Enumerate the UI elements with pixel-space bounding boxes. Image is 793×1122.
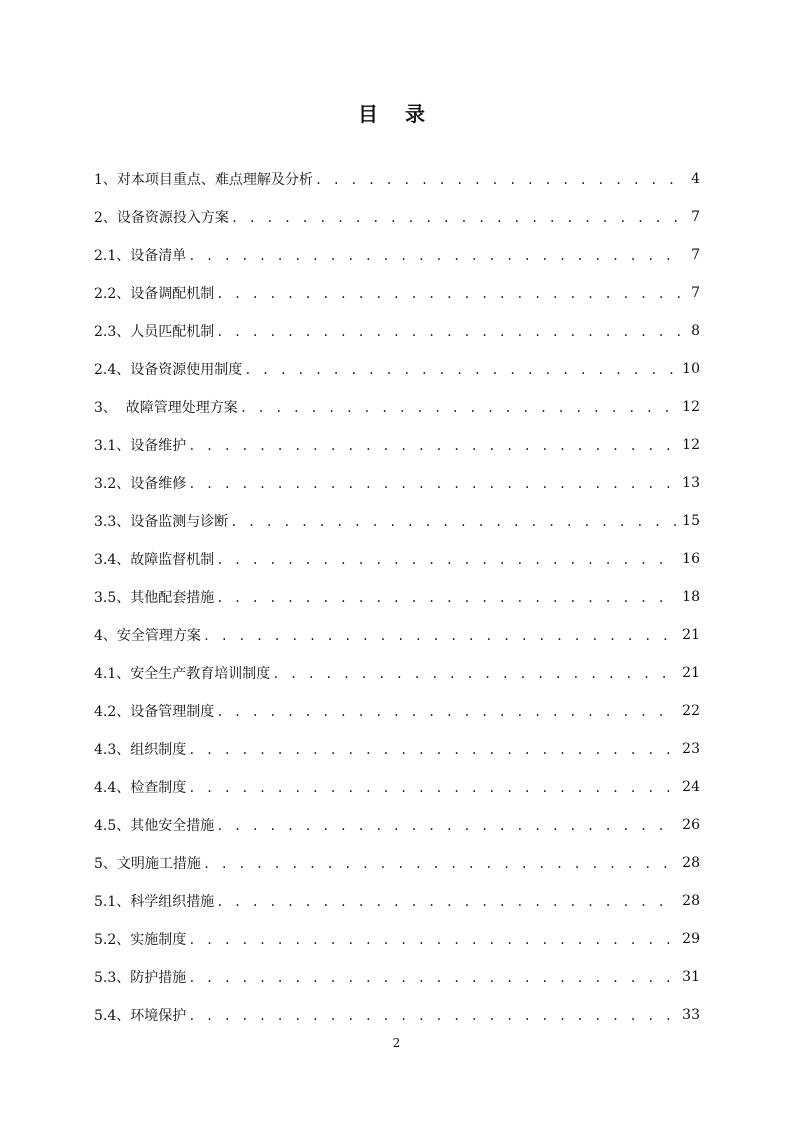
toc-dot-leader [216, 705, 678, 719]
toc-dot-leader [188, 249, 684, 263]
toc-dot-leader [315, 173, 684, 187]
toc-entry-label: 4.2、设备管理制度 [94, 704, 215, 720]
toc-entry-label: 2.3、人员匹配机制 [94, 324, 215, 340]
toc-dot-leader [231, 211, 684, 225]
toc-dot-leader [216, 325, 684, 339]
toc-entry-label: 3.4、故障监督机制 [94, 552, 215, 568]
toc-list [94, 160, 700, 1034]
toc-entry-label: 2.2、设备调配机制 [94, 286, 215, 302]
toc-dot-leader [216, 553, 678, 567]
toc-entry-page: 12 [682, 399, 700, 415]
toc-entry-page: 26 [682, 817, 700, 833]
toc-entry-page: 12 [682, 437, 700, 453]
toc-entry-label: 3.5、其他配套措施 [94, 590, 215, 606]
toc-entry[interactable] [94, 616, 700, 654]
toc-entry-page: 31 [682, 969, 700, 985]
toc-dot-leader [230, 515, 678, 529]
toc-entry[interactable] [94, 806, 700, 844]
toc-entry-page: 24 [682, 779, 700, 795]
toc-entry-page: 15 [682, 513, 700, 529]
toc-entry-page: 7 [691, 247, 700, 263]
toc-entry[interactable] [94, 882, 700, 920]
toc-entry-page: 10 [682, 361, 700, 377]
toc-entry-page: 16 [682, 551, 700, 567]
toc-entry-label: 2.4、设备资源使用制度 [94, 362, 243, 378]
toc-dot-leader [216, 591, 678, 605]
toc-dot-leader [188, 1009, 678, 1023]
toc-entry-page: 21 [682, 627, 700, 643]
toc-entry[interactable] [94, 540, 700, 578]
toc-entry[interactable] [94, 502, 700, 540]
toc-entry[interactable] [94, 160, 700, 198]
toc-entry-label: 4.3、组织制度 [94, 742, 187, 758]
toc-entry-page: 18 [682, 589, 700, 605]
toc-entry[interactable] [94, 350, 700, 388]
toc-entry-label: 2.1、设备清单 [94, 248, 187, 264]
toc-entry[interactable] [94, 768, 700, 806]
toc-entry-page: 4 [691, 171, 700, 187]
toc-entry[interactable] [94, 920, 700, 958]
toc-entry[interactable] [94, 692, 700, 730]
toc-entry-label: 5.1、科学组织措施 [94, 894, 215, 910]
page-number: 2 [392, 1036, 401, 1050]
toc-entry[interactable] [94, 654, 700, 692]
toc-dot-leader [272, 667, 678, 681]
toc-dot-leader [216, 819, 678, 833]
toc-entry-page: 21 [682, 665, 700, 681]
toc-dot-leader [188, 933, 678, 947]
toc-entry[interactable] [94, 312, 700, 350]
toc-entry[interactable] [94, 274, 700, 312]
toc-dot-leader [203, 629, 678, 643]
toc-entry[interactable] [94, 996, 700, 1034]
toc-entry-label: 4.4、检查制度 [94, 780, 187, 796]
toc-entry[interactable] [94, 578, 700, 616]
toc-entry-page: 33 [682, 1007, 700, 1023]
toc-entry[interactable] [94, 426, 700, 464]
toc-entry-label: 1、对本项目重点、难点理解及分析 [94, 172, 313, 188]
toc-entry-label: 5.4、环境保护 [94, 1008, 187, 1024]
toc-entry-label: 4、安全管理方案 [94, 628, 201, 644]
toc-entry-label: 3.1、设备维护 [94, 438, 187, 454]
toc-dot-leader [188, 439, 678, 453]
toc-entry[interactable] [94, 844, 700, 882]
toc-entry[interactable] [94, 958, 700, 996]
toc-entry-page: 23 [682, 741, 700, 757]
toc-entry[interactable] [94, 198, 700, 236]
toc-dot-leader [216, 287, 684, 301]
toc-entry[interactable] [94, 730, 700, 768]
toc-entry-label: 3.3、设备监测与诊断 [94, 514, 229, 530]
toc-entry[interactable] [94, 464, 700, 502]
toc-entry-label: 4.1、安全生产教育培训制度 [94, 666, 271, 682]
toc-entry-label: 5.2、实施制度 [94, 932, 187, 948]
toc-entry-page: 7 [691, 285, 700, 301]
toc-dot-leader [240, 401, 678, 415]
toc-dot-leader [188, 743, 678, 757]
toc-entry-page: 8 [691, 323, 700, 339]
toc-entry-label: 3、 故障管理处理方案 [94, 400, 238, 416]
toc-entry-label: 5.3、防护措施 [94, 970, 187, 986]
toc-entry[interactable] [94, 388, 700, 426]
toc-dot-leader [244, 363, 678, 377]
toc-entry-label: 4.5、其他安全措施 [94, 818, 215, 834]
toc-entry[interactable] [94, 236, 700, 274]
toc-dot-leader [216, 895, 678, 909]
toc-entry-label: 5、文明施工措施 [94, 856, 201, 872]
toc-dot-leader [188, 477, 678, 491]
toc-entry-page: 28 [682, 855, 700, 871]
toc-title: 目 录 [358, 102, 435, 126]
toc-entry-page: 22 [682, 703, 700, 719]
toc-entry-page: 28 [682, 893, 700, 909]
toc-entry-page: 29 [682, 931, 700, 947]
toc-entry-page: 13 [682, 475, 700, 491]
toc-dot-leader [188, 971, 678, 985]
toc-entry-label: 3.2、设备维修 [94, 476, 187, 492]
toc-entry-page: 7 [691, 209, 700, 225]
toc-dot-leader [203, 857, 678, 871]
toc-dot-leader [188, 781, 678, 795]
toc-entry-label: 2、设备资源投入方案 [94, 210, 229, 226]
